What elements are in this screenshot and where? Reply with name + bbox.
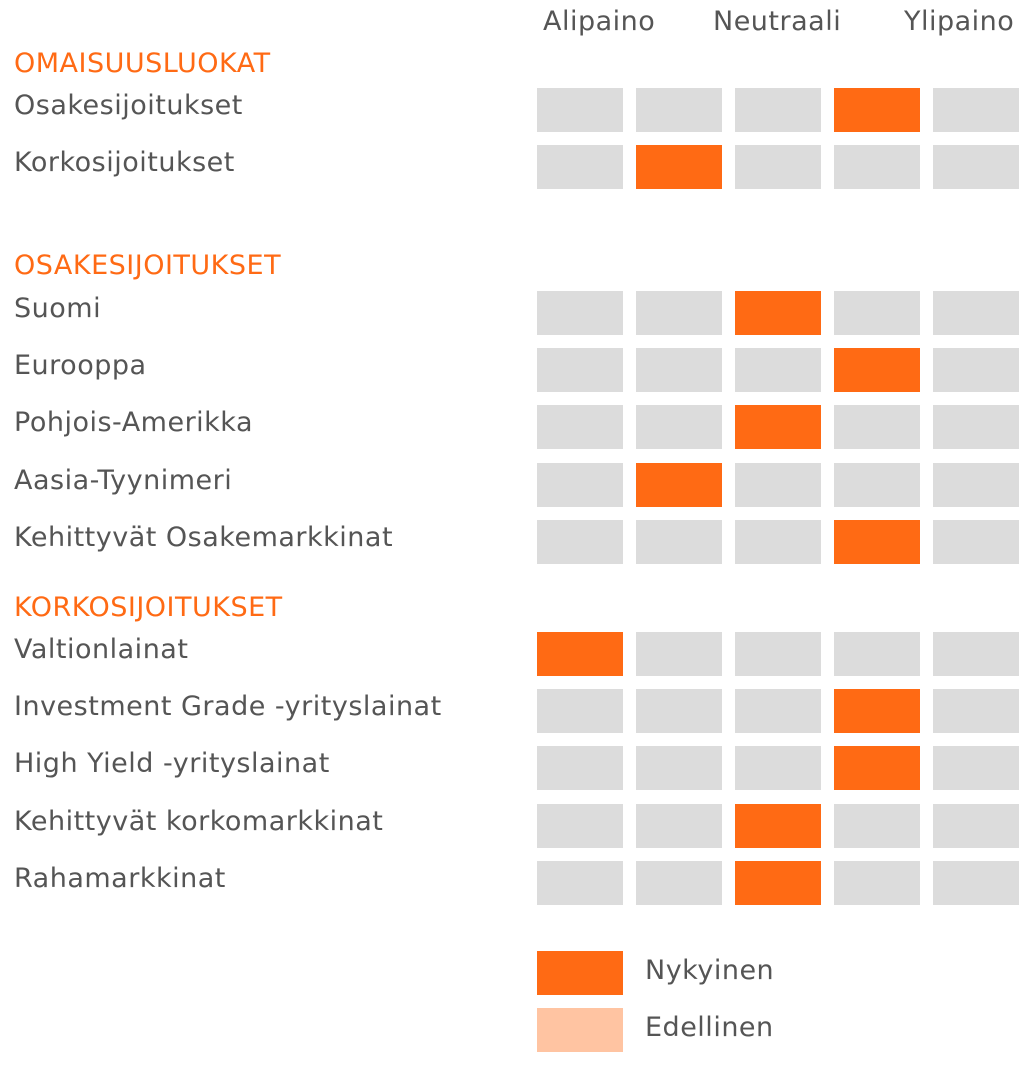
cell [933, 291, 1019, 335]
row-label: High Yield -yrityslainat [14, 748, 330, 779]
cell-current [834, 746, 920, 790]
cell [537, 405, 623, 449]
cell [735, 632, 821, 676]
cell [834, 405, 920, 449]
cell [933, 145, 1019, 189]
row-label: Pohjois-Amerikka [14, 407, 254, 438]
row-label: Osakesijoitukset [14, 90, 243, 121]
cell [834, 861, 920, 905]
cell [537, 804, 623, 848]
cell-current [735, 291, 821, 335]
section-title: OMAISUUSLUOKAT [14, 48, 271, 79]
row-label: Kehittyvät Osakemarkkinat [14, 522, 394, 553]
cell [636, 804, 722, 848]
cell [735, 145, 821, 189]
cell [834, 291, 920, 335]
cell [636, 405, 722, 449]
column-header-1: Alipaino [543, 6, 656, 37]
cell [834, 463, 920, 507]
cell [933, 689, 1019, 733]
cell [735, 88, 821, 132]
cell-current [834, 348, 920, 392]
cell [834, 145, 920, 189]
cell [636, 861, 722, 905]
cell [933, 861, 1019, 905]
cell [933, 520, 1019, 564]
row-label: Valtionlainat [14, 634, 189, 665]
cell [834, 804, 920, 848]
cell [636, 689, 722, 733]
cell [735, 746, 821, 790]
cell-current [834, 88, 920, 132]
cell [537, 520, 623, 564]
cell [636, 348, 722, 392]
cell [537, 861, 623, 905]
row-label: Suomi [14, 293, 102, 324]
column-header-2: Neutraali [713, 6, 842, 37]
cell [636, 88, 722, 132]
cell [933, 463, 1019, 507]
cell [537, 88, 623, 132]
cell-current [636, 463, 722, 507]
cell [735, 348, 821, 392]
cell [933, 746, 1019, 790]
section-title: OSAKESIJOITUKSET [14, 250, 282, 281]
cell-current [834, 689, 920, 733]
cell [933, 88, 1019, 132]
row-label: Aasia-Tyynimeri [14, 465, 233, 496]
cell [537, 348, 623, 392]
cell [933, 632, 1019, 676]
cell [537, 746, 623, 790]
row-label: Eurooppa [14, 350, 147, 381]
cell [537, 463, 623, 507]
cell-current [735, 405, 821, 449]
row-label: Rahamarkkinat [14, 863, 226, 894]
legend-swatch-current [537, 951, 623, 995]
row-label: Kehittyvät korkomarkkinat [14, 806, 384, 837]
cell [933, 804, 1019, 848]
cell [537, 689, 623, 733]
cell [636, 291, 722, 335]
cell [537, 291, 623, 335]
cell [735, 463, 821, 507]
cell-current [735, 804, 821, 848]
cell-current [735, 861, 821, 905]
row-label: Korkosijoitukset [14, 147, 235, 178]
cell [636, 520, 722, 564]
cell-current [636, 145, 722, 189]
legend-label-current: Nykyinen [645, 955, 775, 986]
cell [636, 632, 722, 676]
cell [834, 632, 920, 676]
section-title: KORKOSIJOITUKSET [14, 592, 283, 623]
cell [735, 520, 821, 564]
cell [933, 405, 1019, 449]
legend-label-previous: Edellinen [645, 1012, 774, 1043]
row-label: Investment Grade -yrityslainat [14, 691, 442, 722]
cell [636, 746, 722, 790]
cell [933, 348, 1019, 392]
column-header-3: Ylipaino [904, 6, 1015, 37]
cell [537, 145, 623, 189]
cell-current [537, 632, 623, 676]
cell [735, 689, 821, 733]
cell-current [834, 520, 920, 564]
legend-swatch-previous [537, 1008, 623, 1052]
